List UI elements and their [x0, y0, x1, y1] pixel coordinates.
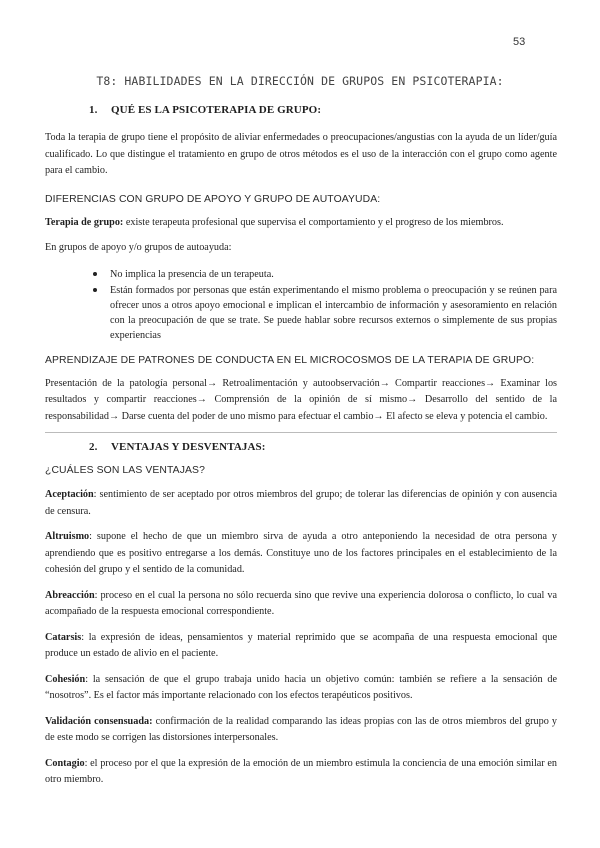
group-therapy-text: existe terapeuta profesional que supervisa el comportamiento y el progreso de los miembros. — [123, 216, 504, 228]
advantage-catharsis — [45, 630, 557, 663]
advantage-contagion — [45, 756, 557, 789]
group-therapy-term: Terapia de grupo: — [45, 216, 124, 228]
section-2-heading — [89, 441, 557, 453]
page-number: 53 — [513, 36, 526, 48]
advantage-text: confirmación de la realidad comparando las ideas propias con las de otros miembros del grupo y de este modo se corrigen las distorsiones interpersonales. — [45, 715, 557, 743]
advantage-text: : la sensación de que el grupo trabaja unido hacia un objetivo común: también se refiere a la sensación de “nosotros”. Es el factor más importante relacionado con los efectos terapéuticos positivos. — [45, 673, 557, 701]
advantage-text: : la expresión de ideas, pensamientos y material reprimido que se acompaña de una respuesta emocional que produce un estado de alivio en el paciente. — [45, 631, 557, 659]
advantage-text: : supone el hecho de que un miembro sirva de ayuda a otro anteponiendo la necesidad de otra persona y aprendiendo que es positivo entregarse a los demás. Constituye uno de los factores principales en el establecimiento de la cohesión del grupo y el sentido de la comunidad. — [45, 531, 557, 575]
advantage-term: Cohesión — [45, 673, 86, 685]
document-title: T8: HABILIDADES EN LA DIRECCIÓN DE GRUPOS EN PSICOTERAPIA: — [96, 74, 504, 88]
advantage-term: Altruismo — [45, 531, 90, 542]
advantage-term: Aceptación — [45, 489, 94, 500]
document-body — [45, 104, 557, 789]
group-therapy-paragraph — [45, 215, 557, 232]
advantage-term: Catarsis — [45, 631, 82, 643]
support-groups-intro: En grupos de apoyo y/o grupos de autoayuda: — [45, 242, 232, 253]
learning-paragraph: Presentación de la patología personal→ Retroalimentación y autoobservación→ Compartir reacciones→ Examinar los resultados y compartir reacciones→ Comprensión de la opinión de sí mismo→ Desarrollo del sentido de la responsabilidad→ Darse cuenta del poder de uno mismo para efectuar el cambio→ El afecto se eleva y potencia el cambio. — [45, 377, 557, 422]
section-1-heading — [89, 104, 557, 116]
advantage-abreaction — [45, 588, 557, 621]
learning-heading: APRENDIZAJE DE PATRONES DE CONDUCTA EN EL MICROCOSMOS DE LA TERAPIA DE GRUPO: — [45, 354, 535, 366]
section-divider — [45, 432, 557, 433]
advantage-term: Contagio — [45, 757, 85, 769]
advantage-term: Validación consensuada: — [45, 715, 153, 727]
section-1-number: 1. — [89, 104, 98, 116]
advantage-cohesion — [45, 672, 557, 705]
advantage-term: Abreacción — [45, 589, 95, 601]
advantage-text: : el proceso por el que la expresión de la emoción de un miembro estimula la conciencia de una emoción similar en otro miembro. — [45, 757, 557, 785]
intro-paragraph: Toda la terapia de grupo tiene el propósito de aliviar enfermedades o preocupaciones/angustias con la ayuda de un líder/guía cualificado. Lo que distingue el tratamiento en grupo de otros métodos es el uso de la interacción con el grupo como agente para el cambio. — [45, 132, 557, 176]
support-groups-list — [45, 267, 557, 343]
advantage-altruism — [45, 529, 557, 579]
advantages-question: ¿CUÁLES SON LAS VENTAJAS? — [45, 465, 205, 476]
advantage-text: : proceso en el cual la persona no sólo recuerda sino que revive una experiencia dolorosa o conflicto, lo cual va acompañado de la respuesta emocional correspondiente. — [45, 589, 557, 617]
section-1-title: QUÉ ES LA PSICOTERAPIA DE GRUPO: — [111, 104, 322, 116]
advantage-text: : sentimiento de ser aceptado por otros miembros del grupo; de tolerar las diferencias de opinión y con ausencia de censura. — [45, 489, 557, 517]
advantage-acceptance — [45, 487, 557, 520]
differences-heading: DIFERENCIAS CON GRUPO DE APOYO Y GRUPO DE AUTOAYUDA: — [45, 193, 381, 205]
section-2-number: 2. — [89, 441, 98, 453]
list-item: No implica la presencia de un terapeuta. — [110, 267, 557, 282]
list-item: Están formados por personas que están experimentando el mismo problema o preocupación y se reúnen para ofrecer unos a otros apoyo emocional e implican el intercambio de información y asesoramiento en relación con la preocupación de que se trate. Se puede hablar sobre recursos externos o simplemente de sus propias experiencias — [110, 284, 557, 341]
advantage-consensual-validation — [45, 714, 557, 747]
section-2-title: VENTAJAS Y DESVENTAJAS: — [111, 441, 266, 453]
